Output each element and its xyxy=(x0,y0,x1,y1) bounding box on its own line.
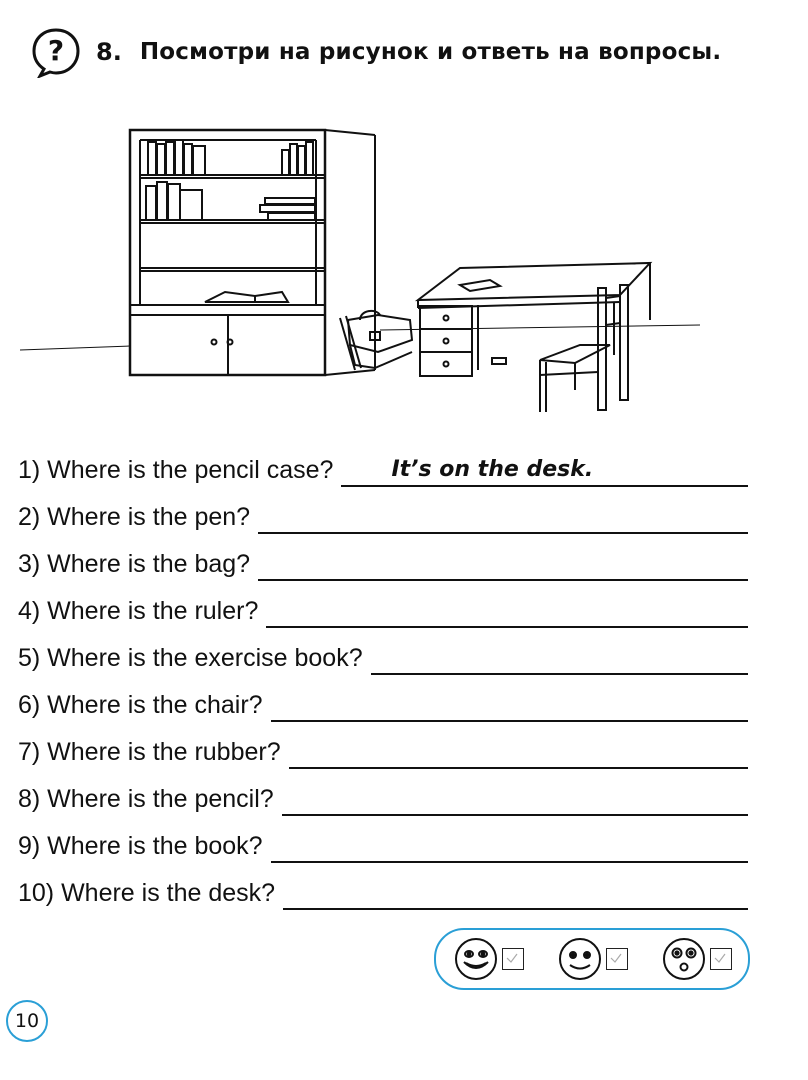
question-text: 1) Where is the pencil case? xyxy=(18,456,334,484)
question-text: 2) Where is the pen? xyxy=(18,503,251,531)
surprised-face-icon xyxy=(661,936,707,982)
answer-field[interactable] xyxy=(258,549,748,581)
assessment-checkbox[interactable] xyxy=(606,948,628,970)
neutral-face-icon xyxy=(557,936,603,982)
question-row xyxy=(18,588,748,628)
self-assessment-panel xyxy=(434,928,750,990)
question-mark-bubble-icon xyxy=(30,26,82,78)
question-text: 3) Where is the bag? xyxy=(18,550,251,578)
question-row xyxy=(18,870,748,910)
question-text: 7) Where is the rubber? xyxy=(18,738,281,766)
answer-field[interactable] xyxy=(283,878,748,910)
question-text: 4) Where is the ruler? xyxy=(18,597,259,625)
answer-field[interactable] xyxy=(271,690,748,722)
question-row xyxy=(18,494,748,534)
assessment-option-happy xyxy=(453,936,524,982)
question-text: 8) Where is the pencil? xyxy=(18,785,274,813)
assessment-checkbox[interactable] xyxy=(502,948,524,970)
question-row xyxy=(18,729,748,769)
question-text: 9) Where is the book? xyxy=(18,832,263,860)
assessment-option-unsure xyxy=(661,936,732,982)
question-text: 10) Where is the desk? xyxy=(18,879,276,907)
page-number: 10 xyxy=(6,1000,48,1042)
question-row xyxy=(18,541,748,581)
answer-field[interactable] xyxy=(282,784,748,816)
task-header xyxy=(30,26,721,78)
question-text: 6) Where is the chair? xyxy=(18,691,263,719)
answer-field[interactable]: It’s on the desk. xyxy=(341,455,748,487)
question-row xyxy=(18,635,748,675)
assessment-option-ok xyxy=(557,936,628,982)
answer-field[interactable] xyxy=(271,831,748,863)
task-number: 8. xyxy=(96,38,122,66)
smiling-face-icon xyxy=(453,936,499,982)
question-row xyxy=(18,823,748,863)
svg-text:?: ? xyxy=(47,34,65,67)
answer-field[interactable] xyxy=(266,596,748,628)
answer-field[interactable] xyxy=(371,643,748,675)
answer-field[interactable] xyxy=(258,502,748,534)
answer-field[interactable] xyxy=(289,737,748,769)
question-row xyxy=(18,447,748,487)
question-row xyxy=(18,682,748,722)
assessment-checkbox[interactable] xyxy=(710,948,732,970)
question-text: 5) Where is the exercise book? xyxy=(18,644,363,672)
task-instruction: Посмотри на рисунок и ответь на вопросы. xyxy=(139,39,722,65)
classroom-illustration xyxy=(20,120,700,420)
question-row xyxy=(18,776,748,816)
